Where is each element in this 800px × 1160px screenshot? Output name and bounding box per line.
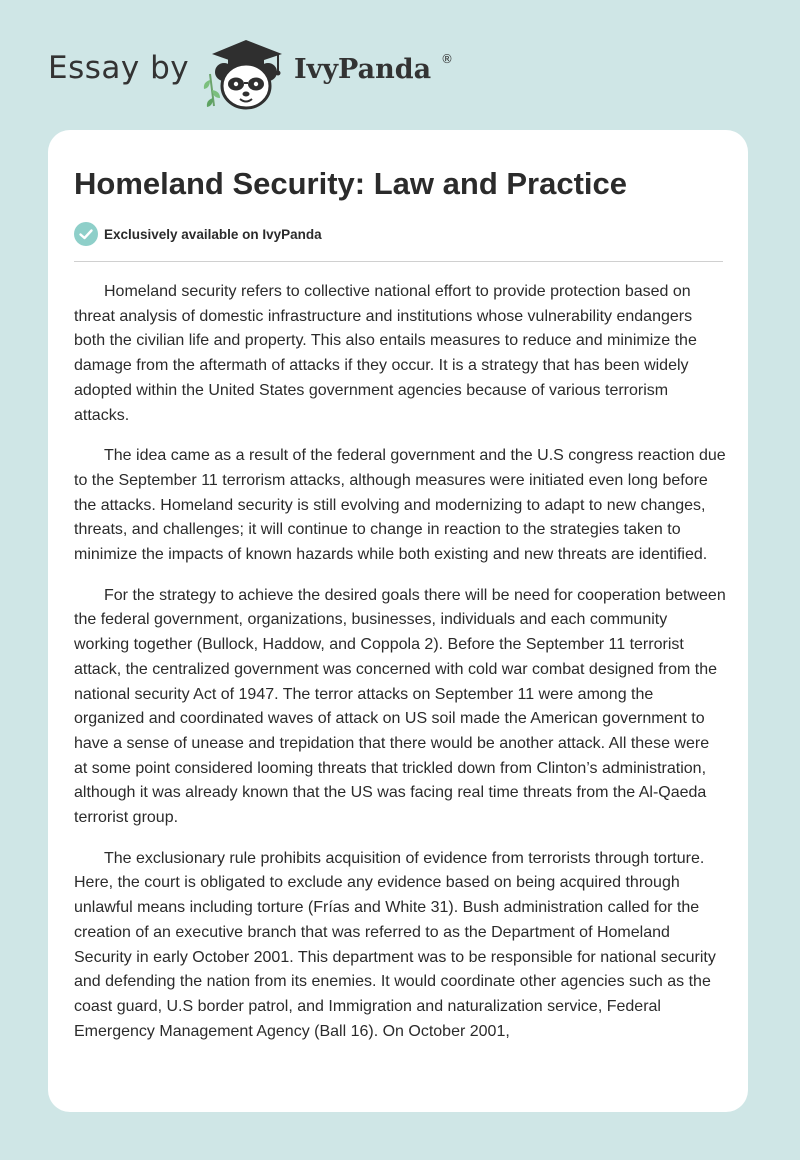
paragraph: The exclusionary rule prohibits acquisition of evidence from terrorists through torture. Here, the court is obligated to exclude any evidence based on being acquired through unlawful means including torture (Frías and White 31). Bush administration called for the creation of an executive branch that was referred to as the Department of Homeland Security in early October 2001. This department was to be responsible for national security and defending the nation from its enemies. It would coordinate other agencies such as the coast guard, U.S border patrol, and Immigration and naturalization service, Federal Emergency Management Agency (Ball 16). On October 2001, bbox=[74, 849, 716, 1040]
brand-name: IvyPanda bbox=[294, 54, 432, 85]
divider bbox=[74, 261, 723, 262]
paragraph: The idea came as a result of the federal government and the U.S congress reaction due to the September 11 terrorism attacks, although measures were initiated even long before the attacks. Homeland security is still evolving and modernizing to adapt to new changes, threats, and challenges; it will continue to change in reaction to the strategies taken to minimize the impacts of known hazards while both existing and new threats are identified. bbox=[74, 447, 726, 564]
paragraph: Homeland security refers to collective national effort to provide protection based on threat analysis of domestic infrastructure and institutions whose vulnerability endangers both the civilian life and property. This also entails measures to reduce and minimize the damage from the aftermath of attacks if they occur. It is a strategy that has been widely adopted within the United States government agencies because of various terrorism attacks. bbox=[74, 283, 697, 424]
essay-title: Homeland Security: Law and Practice bbox=[74, 166, 628, 201]
site-header bbox=[0, 0, 800, 130]
check-circle-icon bbox=[74, 222, 98, 246]
essay-body bbox=[74, 280, 726, 1090]
panda-graduation-cap-icon bbox=[200, 36, 290, 112]
essay-card bbox=[48, 130, 748, 1112]
paragraph: For the strategy to achieve the desired goals there will be need for cooperation between the federal government, organizations, businesses, individuals and each community working together (Bullock, Haddow, and Coppola 2). Before the September 11 terrorist attack, the centralized government was concerned with cold war combat designed from the national security Act of 1947. The terror attacks on September 11 were among the organized and coordinated waves of attack on US soil made the American government to have a sense of unease and trepidation that there would be another attack. All these were at some point considered looming threats that trickled down from Clinton’s administration, although it was already known that the US was facing real time threats from the Al-Qaeda terrorist group. bbox=[74, 586, 726, 827]
exclusive-badge-text: Exclusively available on IvyPanda bbox=[104, 227, 322, 242]
brand-prefix: Essay by bbox=[48, 50, 190, 86]
registered-mark: ® bbox=[441, 52, 453, 66]
